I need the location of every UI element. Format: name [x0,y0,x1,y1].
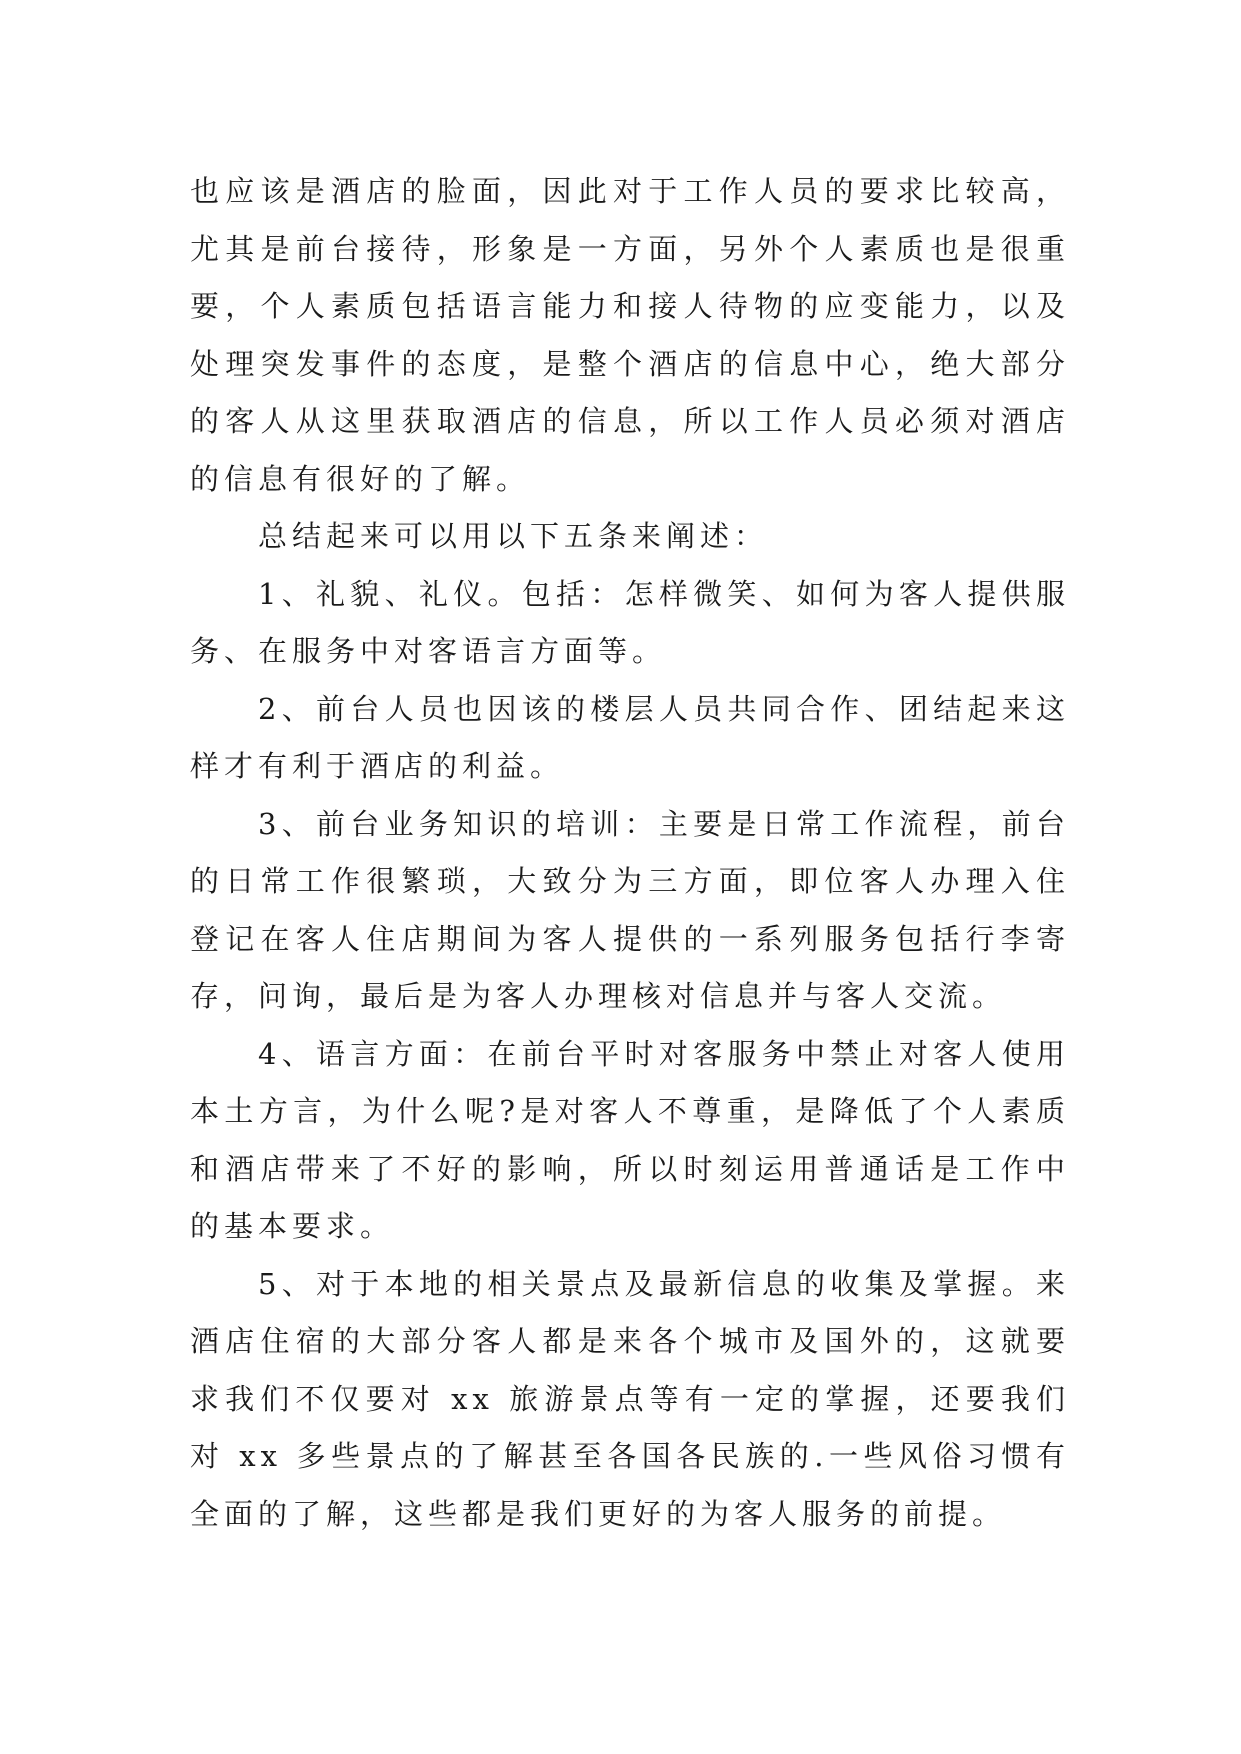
paragraph-intro: 也应该是酒店的脸面，因此对于工作人员的要求比较高，尤其是前台接待，形象是一方面，另外个人素质也是很重要，个人素质包括语言能力和接人待物的应变能力，以及处理突发事件的态度，是整个酒店的信息中心，绝大部分的客人从这里获取酒店的信息，所以工作人员必须对酒店的信息有很好的了解。 [190,174,1070,496]
paragraph-summary-lead: 总结起来可以用以下五条来阐述： [258,519,769,553]
paragraph-item-2: 2、前台人员也因该的楼层人员共同合作、团结起来这样才有利于酒店的利益。 [190,691,1070,783]
document-body [190,163,1070,1543]
paragraph-item-3: 3、前台业务知识的培训：主要是日常工作流程，前台的日常工作很繁琐，大致分为三方面，即位客人办理入住登记在客人住店期间为客人提供的一系列服务包括行李寄存，问询，最后是为客人办理核对信息并与客人交流。 [190,806,1070,1013]
paragraph-item-4: 4、语言方面：在前台平时对客服务中禁止对客人使用本土方言，为什么呢?是对客人不尊重，是降低了个人素质和酒店带来了不好的影响，所以时刻运用普通话是工作中的基本要求。 [190,1036,1070,1243]
paragraph-item-1: 1、礼貌、礼仪。包括：怎样微笑、如何为客人提供服务、在服务中对客语言方面等。 [190,576,1070,668]
paragraph-item-5: 5、对于本地的相关景点及最新信息的收集及掌握。来酒店住宿的大部分客人都是来各个城市及国外的，这就要求我们不仅要对 xx 旅游景点等有一定的掌握，还要我们对 xx 多些景点的了解甚至各国各民族的.一些风俗习惯有全面的了解，这些都是我们更好的为客人服务的前提。 [190,1266,1070,1531]
